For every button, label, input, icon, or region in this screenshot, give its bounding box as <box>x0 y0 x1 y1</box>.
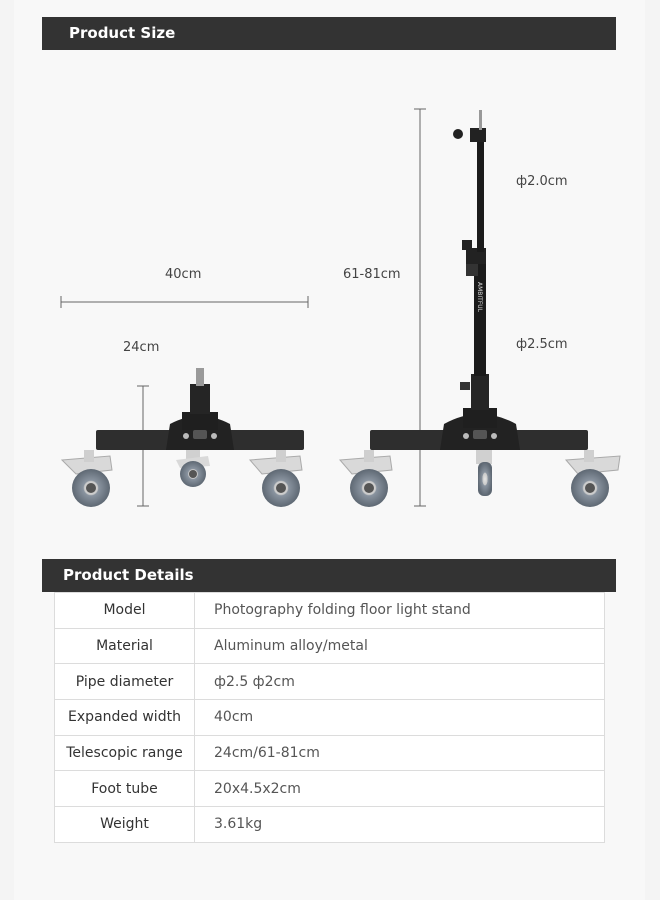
table-row <box>55 771 605 807</box>
product-details-table <box>54 592 605 843</box>
spec-value: 3.61kg <box>195 807 605 843</box>
spec-label: Telescopic range <box>55 735 195 771</box>
spec-label: Expanded width <box>55 700 195 736</box>
table-row <box>55 735 605 771</box>
spec-value: 20x4.5x2cm <box>195 771 605 807</box>
caster-left-3 <box>250 450 302 507</box>
width-label: 40cm <box>165 267 202 282</box>
product-size-header: Product Size <box>42 17 616 50</box>
extended-stand <box>340 110 620 507</box>
caster-right-3 <box>566 450 620 507</box>
spec-label: Material <box>55 628 195 664</box>
table-row <box>55 593 605 629</box>
spec-label: Foot tube <box>55 771 195 807</box>
caster-right-1 <box>340 450 392 507</box>
spec-value: Photography folding floor light stand <box>195 593 605 629</box>
product-details-header: Product Details <box>42 559 616 592</box>
height-tall-label: 61-81cm <box>343 267 401 282</box>
collapsed-stand <box>62 368 304 507</box>
spec-value: 40cm <box>195 700 605 736</box>
brand-text-on-pole: AMBITFUL <box>476 282 483 313</box>
table-row <box>55 700 605 736</box>
spec-label: Model <box>55 593 195 629</box>
spec-value: Aluminum alloy/metal <box>195 628 605 664</box>
caster-right-center <box>476 450 492 496</box>
spec-value: 24cm/61-81cm <box>195 735 605 771</box>
caster-left-1 <box>62 450 112 507</box>
spec-label: Pipe diameter <box>55 664 195 700</box>
caster-left-2 <box>176 450 210 487</box>
spec-label: Weight <box>55 807 195 843</box>
height-small-label: 24cm <box>123 340 160 355</box>
table-row <box>55 664 605 700</box>
table-row <box>55 628 605 664</box>
width-dimension-line <box>61 296 308 308</box>
table-row <box>55 807 605 843</box>
pipe-bottom-diameter-label: ф2.5cm <box>516 337 568 352</box>
spec-value: ф2.5 ф2cm <box>195 664 605 700</box>
pipe-top-diameter-label: ф2.0cm <box>516 174 568 189</box>
